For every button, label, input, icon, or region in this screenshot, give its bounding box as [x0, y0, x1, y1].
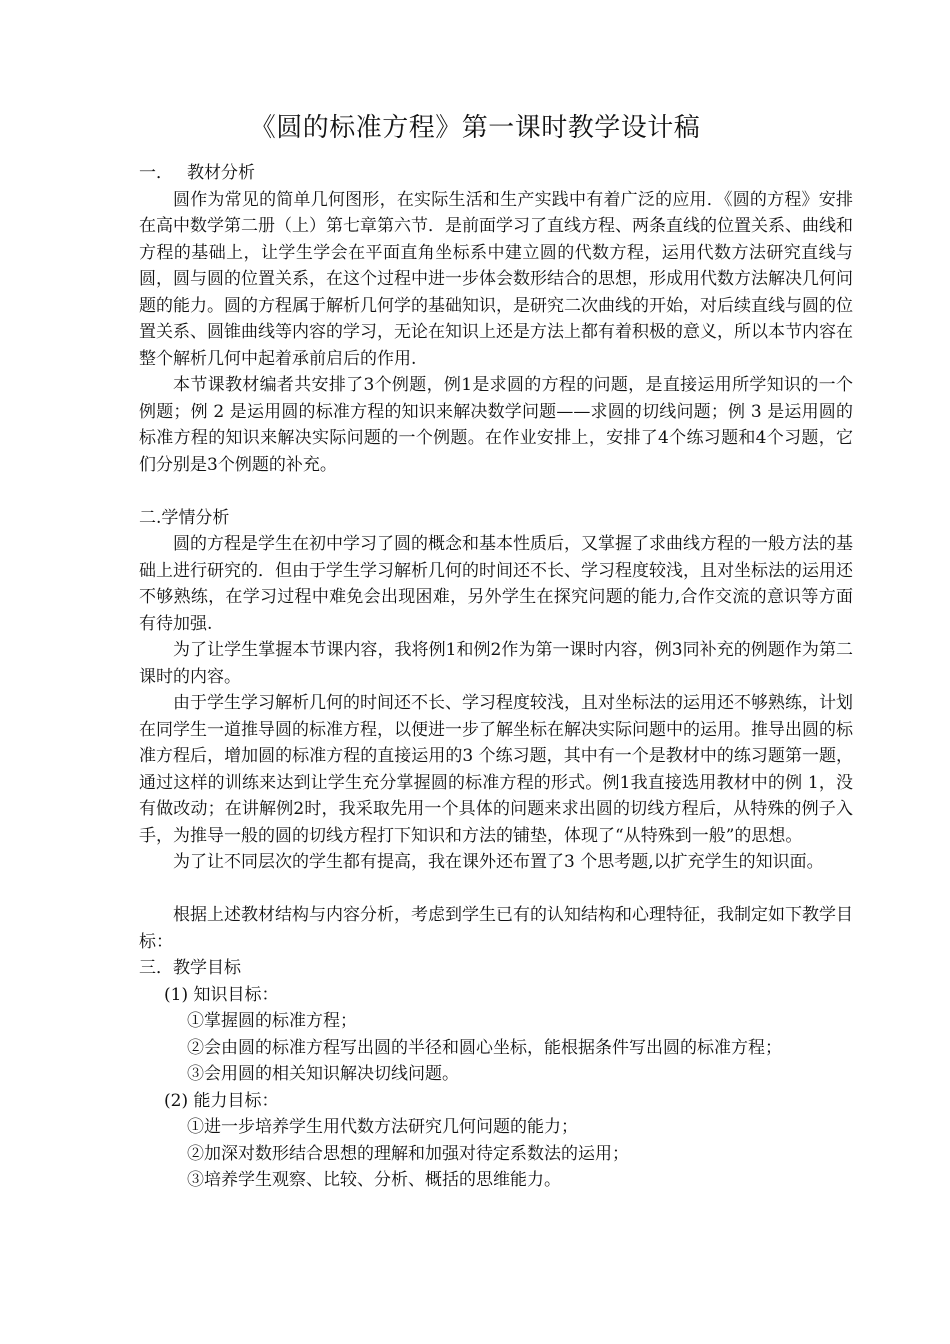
- document-body: [139, 160, 853, 1194]
- blank-line: [139, 478, 853, 505]
- knowledge-goals-label: (1) 知识目标：: [164, 984, 279, 1005]
- paragraph: 为了让不同层次的学生都有提高，我在课外还布置了3 个思考题,以扩充学生的知识面。: [173, 852, 824, 872]
- goal-item: ①掌握圆的标准方程；: [187, 1011, 357, 1031]
- paragraph: 为了让学生掌握本节课内容，我将例1和例2作为第一课时内容，例3同补充的例题作为第二课时的内容。: [139, 640, 853, 687]
- paragraph: 圆的方程是学生在初中学习了圆的概念和基本性质后，又掌握了求曲线方程的一般方法的基础上进行研究的．但由于学生学习解析几何的时间还不长、学习程度较浅，且对坐标法的运用还不够熟练，在学习过程中难免会出现困难，另外学生在探究问题的能力,合作交流的意识等方面有待加强.: [139, 534, 853, 634]
- transition-paragraph: 根据上述教材结构与内容分析，考虑到学生已有的认知结构和心理特征，我制定如下教学目标：: [139, 905, 853, 952]
- section-heading-student-analysis: 二.学情分析: [139, 507, 230, 528]
- section-title: 教材分析: [187, 163, 255, 183]
- goal-item: ①进一步培养学生用代数方法研究几何问题的能力；: [187, 1117, 578, 1137]
- document-title: 《圆的标准方程》第一课时教学设计稿: [249, 113, 701, 143]
- blank-line: [139, 876, 853, 903]
- ability-goals-label: (2) 能力目标：: [164, 1090, 279, 1111]
- goal-item: ②会由圆的标准方程写出圆的半径和圆心坐标，能根据条件写出圆的标准方程；: [187, 1037, 782, 1058]
- paragraph: 圆作为常见的简单几何图形，在实际生活和生产实践中有着广泛的应用．《圆的方程》安排在高中数学第二册（上）第七章第六节．是前面学习了直线方程、两条直线的位置关系、曲线和方程的基础上，让学生学会在平面直角坐标系中建立圆的代数方程，运用代数方法研究直线与圆，圆与圆的位置关系，在这个过程中进一步体会数形结合的思想，形成用代数方法解决几何问题的能力。圆的方程属于解析几何学的基础知识，是研究二次曲线的开始，对后续直线与圆的位置关系、圆锥曲线等内容的学习，无论在知识上还是方法上都有着积极的意义，所以本节内容在整个解析几何中起着承前启后的作用.: [139, 189, 853, 369]
- paragraph: 本节课教材编者共安排了3个例题，例1是求圆的方程的问题，是直接运用所学知识的一个例题；例 2 是运用圆的标准方程的知识来解决数学问题——求圆的切线问题；例 3 是运用圆的标准方程的知识来解决实际问题的一个例题。在作业安排上，安排了4个练习题和4个习题，它们分别是3个例题的补充。: [139, 375, 853, 475]
- section-heading-teaching-goals: 三．教学目标: [139, 958, 241, 978]
- goal-item: ③培养学生观察、比较、分析、概括的思维能力。: [187, 1170, 561, 1190]
- goal-item: ③会用圆的相关知识解决切线问题。: [187, 1064, 459, 1084]
- goal-item: ②加深对数形结合思想的理解和加强对待定系数法的运用；: [187, 1143, 629, 1164]
- section-number: 一．: [139, 163, 173, 183]
- paragraph: 由于学生学习解析几何的时间还不长、学习程度较浅，且对坐标法的运用还不够熟练，计划在同学生一道推导圆的标准方程，以便进一步了解坐标在解决实际问题中的运用。推导出圆的标准方程后，增加圆的标准方程的直接运用的3 个练习题，其中有一个是教材中的练习题第一题，通过这样的训练来达到让学生充分掌握圆的标准方程的形式。例1我直接选用教材中的例 1，没有做改动；在讲解例2时，我采取先用一个具体的问题来求出圆的切线方程后，从特殊的例子入手，为推导一般的圆的切线方程打下知识和方法的铺垫，体现了“从特殊到一般”的思想。: [139, 693, 853, 846]
- section-heading-textbook-analysis: [139, 160, 853, 187]
